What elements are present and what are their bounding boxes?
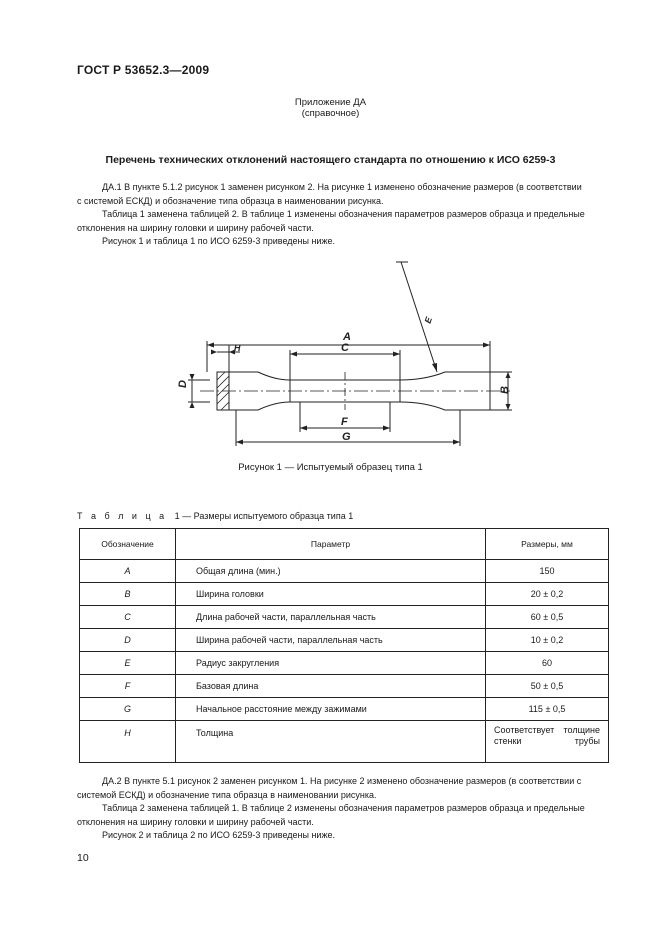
row-parameter: Начальное расстояние между зажимами (176, 698, 486, 721)
arrowheads (190, 343, 511, 445)
row-symbol: D (80, 629, 176, 652)
paragraphs-top (77, 181, 587, 249)
row-parameter: Ширина головки (176, 583, 486, 606)
header-parameter: Параметр (176, 529, 486, 560)
annex-subtitle: (справочное) (301, 108, 360, 119)
table-row (80, 560, 609, 583)
table-row (80, 629, 609, 652)
table-caption-prefix: Т а б л и ц а (77, 511, 168, 521)
label-b: B (499, 386, 511, 394)
table-caption (77, 511, 353, 521)
header-dimensions: Размеры, мм (486, 529, 609, 560)
row-symbol: F (80, 675, 176, 698)
row-symbol: H (80, 721, 176, 763)
table-header-row (80, 529, 609, 560)
row-value: 150 (486, 560, 609, 583)
row-parameter: Ширина рабочей части, параллельная часть (176, 629, 486, 652)
table-row (80, 698, 609, 721)
label-a: A (343, 331, 351, 343)
row-value: 20 ± 0,2 (486, 583, 609, 606)
label-f: F (341, 416, 348, 428)
row-symbol: B (80, 583, 176, 606)
row-value: 115 ± 0,5 (486, 698, 609, 721)
row-parameter: Общая длина (мин.) (176, 560, 486, 583)
table-row (80, 652, 609, 675)
label-e: E (422, 315, 435, 325)
specimen-outline-top (217, 372, 490, 380)
row-symbol: E (80, 652, 176, 675)
figure-caption: Рисунок 1 — Испытуемый образец типа 1 (238, 462, 423, 473)
row-parameter: Базовая длина (176, 675, 486, 698)
row-value: 10 ± 0,2 (486, 629, 609, 652)
row-value: 50 ± 0,5 (486, 675, 609, 698)
paragraph: ДА.1 В пункте 5.1.2 рисунок 1 заменен рисунком 2. На рисунке 1 изменено обозначение размеров (в соответствии с системой ЕСКД) и обозначение типа образца в наименовании рисунка. (77, 182, 582, 206)
table-row (80, 606, 609, 629)
row-parameter: Длина рабочей части, параллельная часть (176, 606, 486, 629)
paragraph: Рисунок 1 и таблица 1 по ИСО 6259-3 приведены ниже. (102, 236, 335, 246)
paragraph: Рисунок 2 и таблица 2 по ИСО 6259-3 приведены ниже. (102, 830, 335, 840)
label-g: G (342, 431, 351, 443)
paragraph: Таблица 2 заменена таблицей 1. В таблице 2 изменены обозначения параметров размеров образца и предельные отклонения на ширину головки и ширину рабочей части. (77, 803, 585, 827)
paragraphs-bottom (77, 775, 587, 843)
radius-leader (401, 262, 437, 372)
annex-title: Приложение ДА (294, 97, 367, 108)
row-value: 60 (486, 652, 609, 675)
section-title: Перечень технических отклонений настоящего стандарта по отношению к ИСО 6259-3 (105, 154, 556, 166)
table-row (80, 583, 609, 606)
header-designation: Обозначение (80, 529, 176, 560)
dimensions-table (79, 528, 609, 763)
document-code: ГОСТ Р 53652.3—2009 (77, 63, 210, 77)
table-caption-text: 1 — Размеры испытуемого образца типа 1 (174, 511, 354, 521)
label-h: H (234, 343, 241, 353)
row-value: 60 ± 0,5 (486, 606, 609, 629)
page-number: 10 (77, 852, 89, 864)
row-symbol: A (80, 560, 176, 583)
row-parameter: Радиус закругления (176, 652, 486, 675)
paragraph: Таблица 1 заменена таблицей 2. В таблице 1 изменены обозначения параметров размеров образца и предельные отклонения на ширину головки и ширину рабочей части. (77, 209, 585, 233)
row-value: Соответствует толщине стенки трубы (486, 721, 609, 763)
paragraph: ДА.2 В пункте 5.1 рисунок 2 заменен рисунком 1. На рисунке 2 изменено обозначение размеров (в соответствии с системой ЕСКД) и обозначение типа образца в наименовании рисунка. (77, 776, 582, 800)
label-c: C (341, 342, 349, 354)
row-parameter: Толщина (176, 721, 486, 763)
row-symbol: C (80, 606, 176, 629)
specimen-drawing (0, 253, 661, 453)
label-d: D (177, 380, 189, 388)
table-row (80, 721, 609, 763)
specimen-outline-bottom (217, 402, 490, 410)
row-symbol: G (80, 698, 176, 721)
table-row (80, 675, 609, 698)
